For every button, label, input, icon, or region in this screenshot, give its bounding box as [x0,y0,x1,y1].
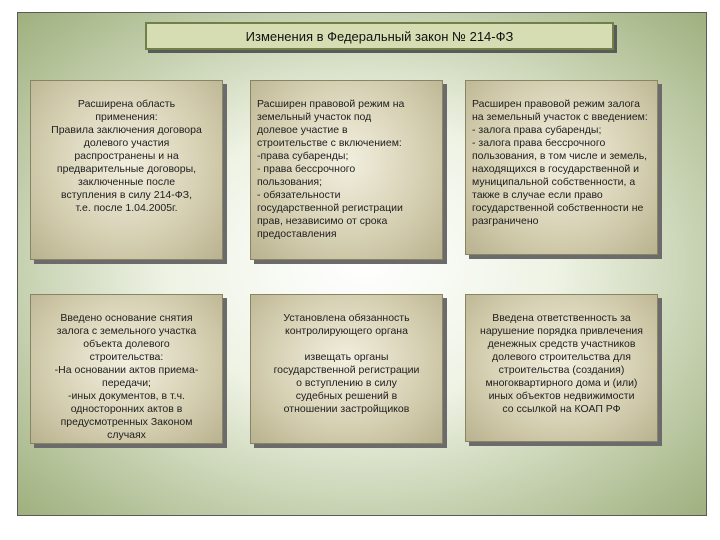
card-text: Установлена обязанность контролирующего органа извещать органы государственной регистрации о вступлению в силу судебных решений в отношении застройщиков [273,312,420,415]
card-text: Расширен правовой режим залога на земельный участок с введением: - залога права субаренды; - залога права бессрочного пользования, в том числе и земель, находящихся в государственной и муниципальной собственности, а также в случае если право государственной собственности не разграничено [472,98,648,227]
card-pledge-removal [30,294,223,444]
card-text: Введено основание снятия залога с земельного участка объекта долевого строительства: -На основании актов приема- передачи; -иных документов, в т.ч. односторонних актов в предусмотренных Законом случаях [54,312,199,441]
card-land-pledge-regime [465,80,658,255]
card-control-body-duty [250,294,443,444]
slide-title-text: Изменения в Федеральный закон № 214-ФЗ [245,28,514,44]
card-land-plot-regime [250,80,443,260]
slide-title [145,22,614,50]
card-scope-extended [30,80,223,260]
card-liability-introduced [465,294,658,442]
card-text: Расширена область применения: Правила заключения договора долевого участия распространены и на предварительные договоры, заключенные после вступления в силу 214-ФЗ, т.е. после 1.04.2005г. [51,98,202,214]
card-text: Введена ответственность за нарушение порядка привлечения денежных средств участников долевого строительства для строительства (создания) многоквартирного дома и (или) иных объектов недвижимости со ссылкой на КОАП РФ [480,312,643,415]
card-text: Расширен правовой режим на земельный участок под долевое участие в строительстве с включением: -права субаренды; - права бессрочного пользования; - обязательности государственной регистрации прав, независимо от срока предоставления [257,98,405,240]
